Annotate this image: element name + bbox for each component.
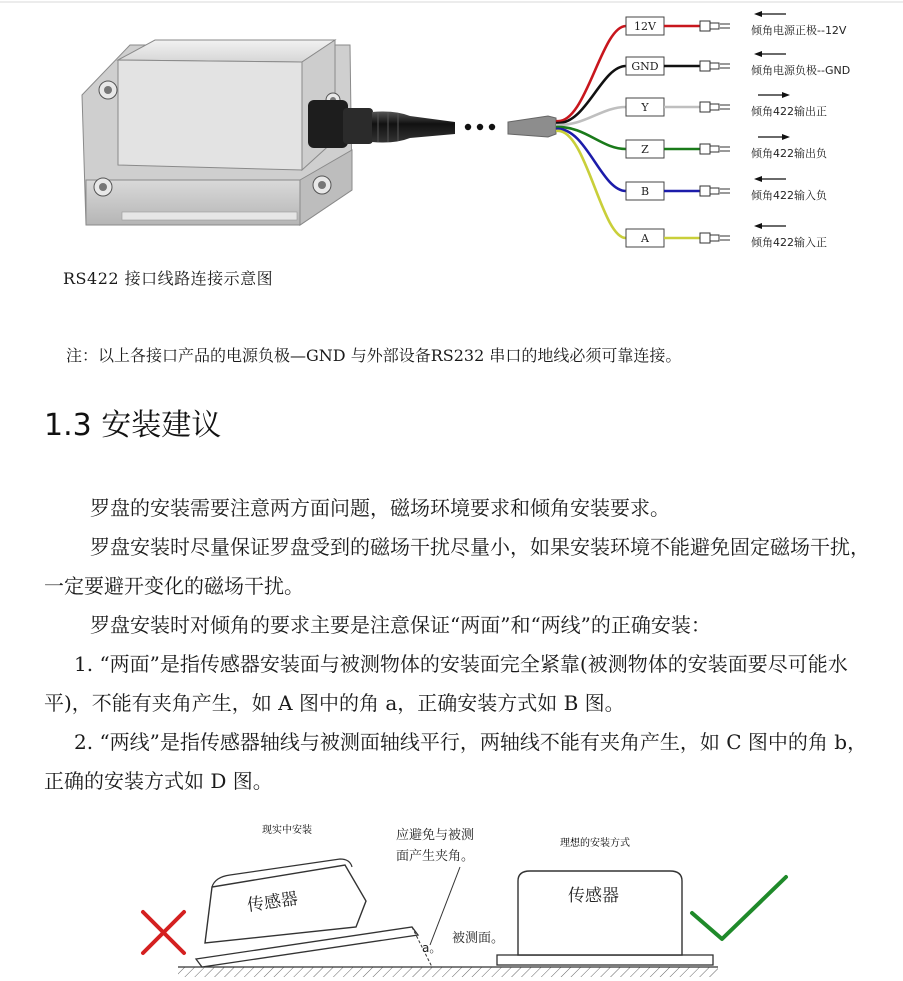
annotation-line-1: 应避免与被测 — [396, 828, 475, 843]
wire-description: 倾角422输入负 — [751, 189, 827, 202]
figure-caption: RS422 接口线路连接示意图 — [63, 269, 274, 288]
terminal-pin-icon — [710, 104, 719, 110]
terminal-icon — [700, 61, 710, 71]
ideal-sensor-assembly — [497, 871, 713, 965]
paragraph: 2. “两线”是指传感器轴线与被测面轴线平行，两轴线不能有夹角产生，如 C 图中的角 b，正确的安装方式如 D 图。 — [44, 730, 868, 793]
arrow-head-icon — [754, 51, 762, 57]
tilted-sensor-assembly — [196, 859, 418, 967]
ellipsis-dots — [465, 124, 495, 130]
terminal-icon — [700, 144, 710, 154]
cable-end — [508, 116, 556, 137]
terminal-pin-icon — [710, 188, 719, 194]
wire-b — [556, 129, 626, 191]
terminal-pin-icon — [710, 23, 719, 29]
terminal-icon — [700, 233, 710, 243]
terminal-icon — [700, 102, 710, 112]
wire-tag-label: B — [640, 185, 650, 198]
wire-tag-label: A — [641, 232, 649, 245]
mount-hole-icon — [94, 178, 112, 196]
annotation-line-2: 面产生夹角。 — [396, 849, 475, 864]
wire-description: 倾角电源负极--GND — [751, 64, 851, 77]
paragraph: 罗盘安装时尽量保证罗盘受到的磁场干扰尽量小，如果安装环境不能避免固定磁场干扰，一定要避开变化的磁场干扰。 — [44, 535, 870, 598]
wire-group — [556, 11, 850, 249]
terminal-icon — [700, 186, 710, 196]
terminal-pin-icon — [710, 235, 719, 241]
terminal-icon — [700, 21, 710, 31]
mount-hole-icon — [99, 81, 117, 99]
note-text: 注：以上各接口产品的电源负极—GND 与外部设备RS232 串口的地线必须可靠连接。 — [66, 346, 682, 365]
wiring-diagram — [0, 0, 903, 262]
correct-mark-icon — [692, 877, 786, 939]
wire-tag-label: 12V — [634, 20, 656, 33]
paragraph: 罗盘的安装需要注意两方面问题，磁场环境要求和倾角安装要求。 — [90, 496, 670, 520]
wire-tag-label: GND — [631, 60, 659, 73]
wire-gnd — [556, 66, 626, 123]
wire-description: 倾角电源正极--12V — [751, 24, 847, 37]
paragraph: 罗盘安装时对倾角的要求主要是注意保证“两面”和“两线”的正确安装： — [90, 613, 711, 637]
arrow-head-icon — [754, 11, 762, 17]
ground-hatch — [178, 967, 718, 977]
section-heading: 1.3 安装建议 — [44, 408, 222, 443]
arrow-head-icon — [754, 176, 762, 182]
angle-label: a。 — [422, 941, 442, 955]
wire-description: 倾角422输入正 — [751, 236, 827, 249]
sensor-label-right: 传感器 — [568, 886, 619, 906]
arrow-head-icon — [782, 134, 790, 140]
paragraph: 1. “两面”是指传感器安装面与被测物体的安装面完全紧靠(被测物体的安装面要尽可能水平)，不能有夹角产生，如 A 图中的角 a，正确安装方式如 B 图。 — [44, 652, 848, 715]
sensor-label-left: 传感器 — [245, 889, 300, 916]
wire-tag-label: Z — [641, 143, 649, 156]
wire-description: 倾角422输出负 — [751, 147, 827, 160]
install-figure — [0, 815, 903, 981]
wrong-mark-icon — [143, 912, 184, 953]
arrow-head-icon — [782, 92, 790, 98]
wire-description: 倾角422输出正 — [751, 105, 827, 118]
right-figure-title: 理想的安装方式 — [560, 838, 630, 849]
arrow-head-icon — [754, 223, 762, 229]
terminal-pin-icon — [710, 63, 719, 69]
surface-label: 被测面。 — [452, 931, 505, 946]
wire-tag-label: Y — [641, 101, 649, 114]
left-figure-title: 现实中安装 — [262, 825, 312, 836]
mount-hole-icon — [313, 176, 331, 194]
terminal-pin-icon — [710, 146, 719, 152]
cable-connector — [308, 100, 455, 148]
